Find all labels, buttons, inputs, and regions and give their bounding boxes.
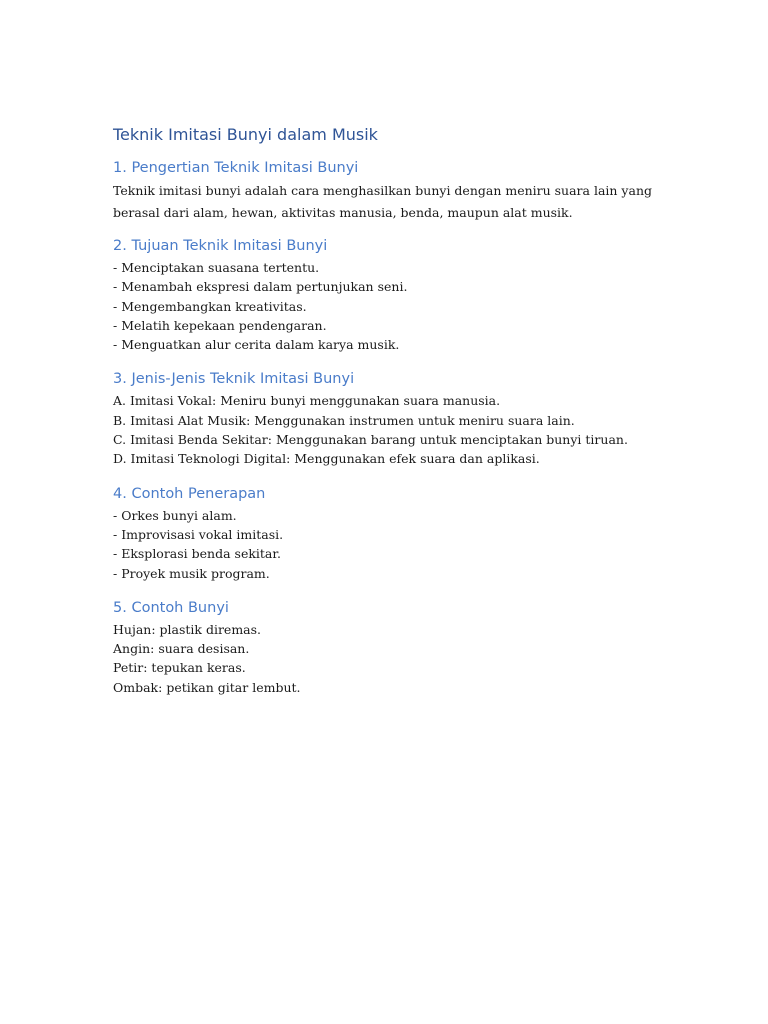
list-item: - Melatih kepekaan pendengaran. bbox=[113, 317, 327, 333]
list-item: Angin: suara desisan. bbox=[113, 641, 250, 657]
section-tujuan bbox=[113, 236, 673, 354]
list-item: - Proyek musik program. bbox=[113, 565, 270, 581]
list-item: - Mengembangkan kreativitas. bbox=[113, 298, 307, 314]
list-item: A. Imitasi Vokal: Meniru bunyi menggunakan suara manusia. bbox=[113, 393, 501, 409]
list-item: D. Imitasi Teknologi Digital: Menggunakan efek suara dan aplikasi. bbox=[113, 451, 540, 467]
section-pengertian bbox=[113, 158, 673, 223]
list-item: C. Imitasi Benda Sekitar: Menggunakan barang untuk menciptakan bunyi tiruan. bbox=[113, 432, 628, 448]
section-heading: 4. Contoh Penerapan bbox=[113, 485, 266, 502]
section-heading: 3. Jenis-Jenis Teknik Imitasi Bunyi bbox=[113, 371, 355, 388]
list-item: Hujan: plastik diremas. bbox=[113, 621, 262, 637]
list-item: B. Imitasi Alat Musik: Menggunakan instrumen untuk meniru suara lain. bbox=[113, 412, 575, 428]
list-item: - Menguatkan alur cerita dalam karya musik. bbox=[113, 337, 400, 353]
paragraph-line: berasal dari alam, hewan, aktivitas manusia, benda, maupun alat musik. bbox=[113, 204, 573, 220]
list-item: - Orkes bunyi alam. bbox=[113, 507, 237, 523]
document-title: Teknik Imitasi Bunyi dalam Musik bbox=[113, 125, 378, 144]
list-item: - Improvisasi vokal imitasi. bbox=[113, 526, 284, 542]
section-jenis bbox=[113, 369, 673, 468]
document-content bbox=[113, 124, 673, 712]
list-item: Ombak: petikan gitar lembut. bbox=[113, 679, 301, 695]
list-item: - Eksplorasi benda sekitar. bbox=[113, 546, 281, 562]
section-contoh-penerapan bbox=[113, 484, 673, 583]
list-item: - Menambah ekspresi dalam pertunjukan seni. bbox=[113, 279, 408, 295]
section-heading: 2. Tujuan Teknik Imitasi Bunyi bbox=[113, 238, 328, 254]
paragraph-line: Teknik imitasi bunyi adalah cara menghasilkan bunyi dengan meniru suara lain yang bbox=[113, 183, 653, 198]
section-heading: 5. Contoh Bunyi bbox=[113, 599, 229, 616]
list-item: - Menciptakan suasana tertentu. bbox=[113, 260, 320, 275]
section-heading: 1. Pengertian Teknik Imitasi Bunyi bbox=[113, 160, 359, 176]
section-contoh-bunyi bbox=[113, 598, 673, 697]
list-item: Petir: tepukan keras. bbox=[113, 660, 246, 676]
